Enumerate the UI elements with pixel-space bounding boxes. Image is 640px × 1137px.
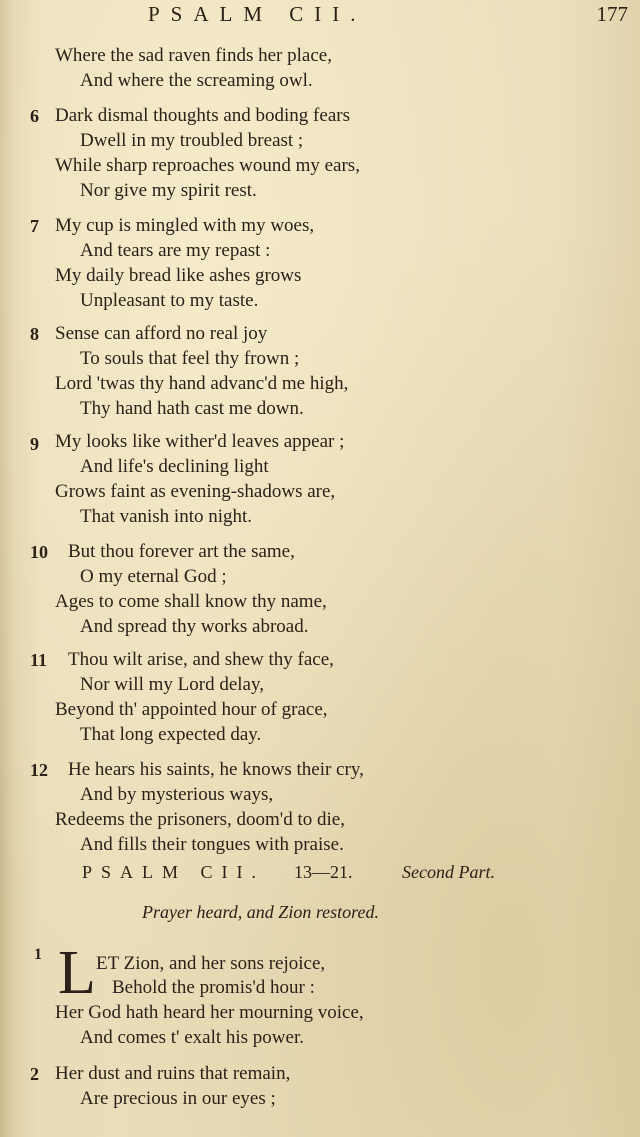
stanza-number: 10 <box>30 542 48 562</box>
verse-line: My daily bread like ashes grows <box>55 265 302 286</box>
drop-cap: L <box>58 939 96 1007</box>
verse-line: Dark dismal thoughts and boding fears <box>55 105 350 126</box>
section-subtitle: Prayer heard, and Zion restored. <box>142 902 379 922</box>
verse-line: Grows faint as evening-shadows are, <box>55 481 336 502</box>
stanza-number: 6 <box>30 106 39 126</box>
page-number: 177 <box>596 2 628 26</box>
verse-line: Nor will my Lord delay, <box>80 674 264 695</box>
verse-line: My looks like wither'd leaves appear ; <box>55 431 345 452</box>
stanza-number: 7 <box>30 216 39 236</box>
verse-line: Where the sad raven finds her place, <box>55 45 332 66</box>
verse-line: Thy hand hath cast me down. <box>80 398 304 419</box>
verse-line: Her God hath heard her mourning voice, <box>55 1002 364 1023</box>
verse-line: Behold the promis'd hour : <box>112 977 315 998</box>
verse-line: Redeems the prisoners, doom'd to die, <box>55 809 345 830</box>
verse-line: To souls that feel thy frown ; <box>80 348 300 369</box>
verse-line: That long expected day. <box>80 724 262 745</box>
verse-line: Nor give my spirit rest. <box>80 180 257 201</box>
verse-line: And fills their tongues with praise. <box>80 834 344 855</box>
verse-line: Beyond th' appointed hour of grace, <box>55 699 328 720</box>
verse-line: But thou forever art the same, <box>68 541 295 562</box>
verse-line: Lord 'twas thy hand advanc'd me high, <box>55 373 349 394</box>
verse-line: O my eternal God ; <box>80 566 227 587</box>
verse-line: Her dust and ruins that remain, <box>55 1063 291 1084</box>
verse-line: Ages to come shall know thy name, <box>55 591 327 612</box>
verse-line: Sense can afford no real joy <box>55 323 268 344</box>
stanza-number: 1 <box>34 946 42 963</box>
verse-line: And tears are my repast : <box>80 240 271 261</box>
verse-line: ET Zion, and her sons rejoice, <box>96 953 326 974</box>
part-heading-part: Second Part. <box>402 862 495 882</box>
verse-line: While sharp reproaches wound my ears, <box>55 155 360 176</box>
part-heading-psalm: PSALM CII. <box>82 862 266 882</box>
stanza-number: 8 <box>30 324 39 344</box>
verse-line: And comes t' exalt his power. <box>80 1027 304 1048</box>
verse-line: Dwell in my troubled breast ; <box>80 130 304 151</box>
verse-line: That vanish into night. <box>80 506 253 527</box>
stanza-number: 11 <box>30 650 48 670</box>
stanza-number: 12 <box>30 760 48 780</box>
verse-line: Are precious in our eyes ; <box>80 1088 276 1109</box>
verse-line: And spread thy works abroad. <box>80 616 309 637</box>
stanza-number: 9 <box>30 434 39 454</box>
verse-line: And by mysterious ways, <box>80 784 274 805</box>
verse-line: And where the screaming owl. <box>80 70 313 91</box>
verse-line: Thou wilt arise, and shew thy face, <box>68 649 334 670</box>
verse-line: My cup is mingled with my woes, <box>55 215 315 236</box>
stanza-number: 2 <box>30 1064 39 1084</box>
verse-line: And life's declining light <box>80 456 269 477</box>
verse-line: Unpleasant to my taste. <box>80 290 259 311</box>
running-title: PSALM CII. <box>148 2 367 26</box>
part-heading <box>0 862 640 890</box>
part-heading-range: 13—21. <box>294 862 353 882</box>
verse-line: He hears his saints, he knows their cry, <box>68 759 364 780</box>
page-header <box>0 2 640 32</box>
